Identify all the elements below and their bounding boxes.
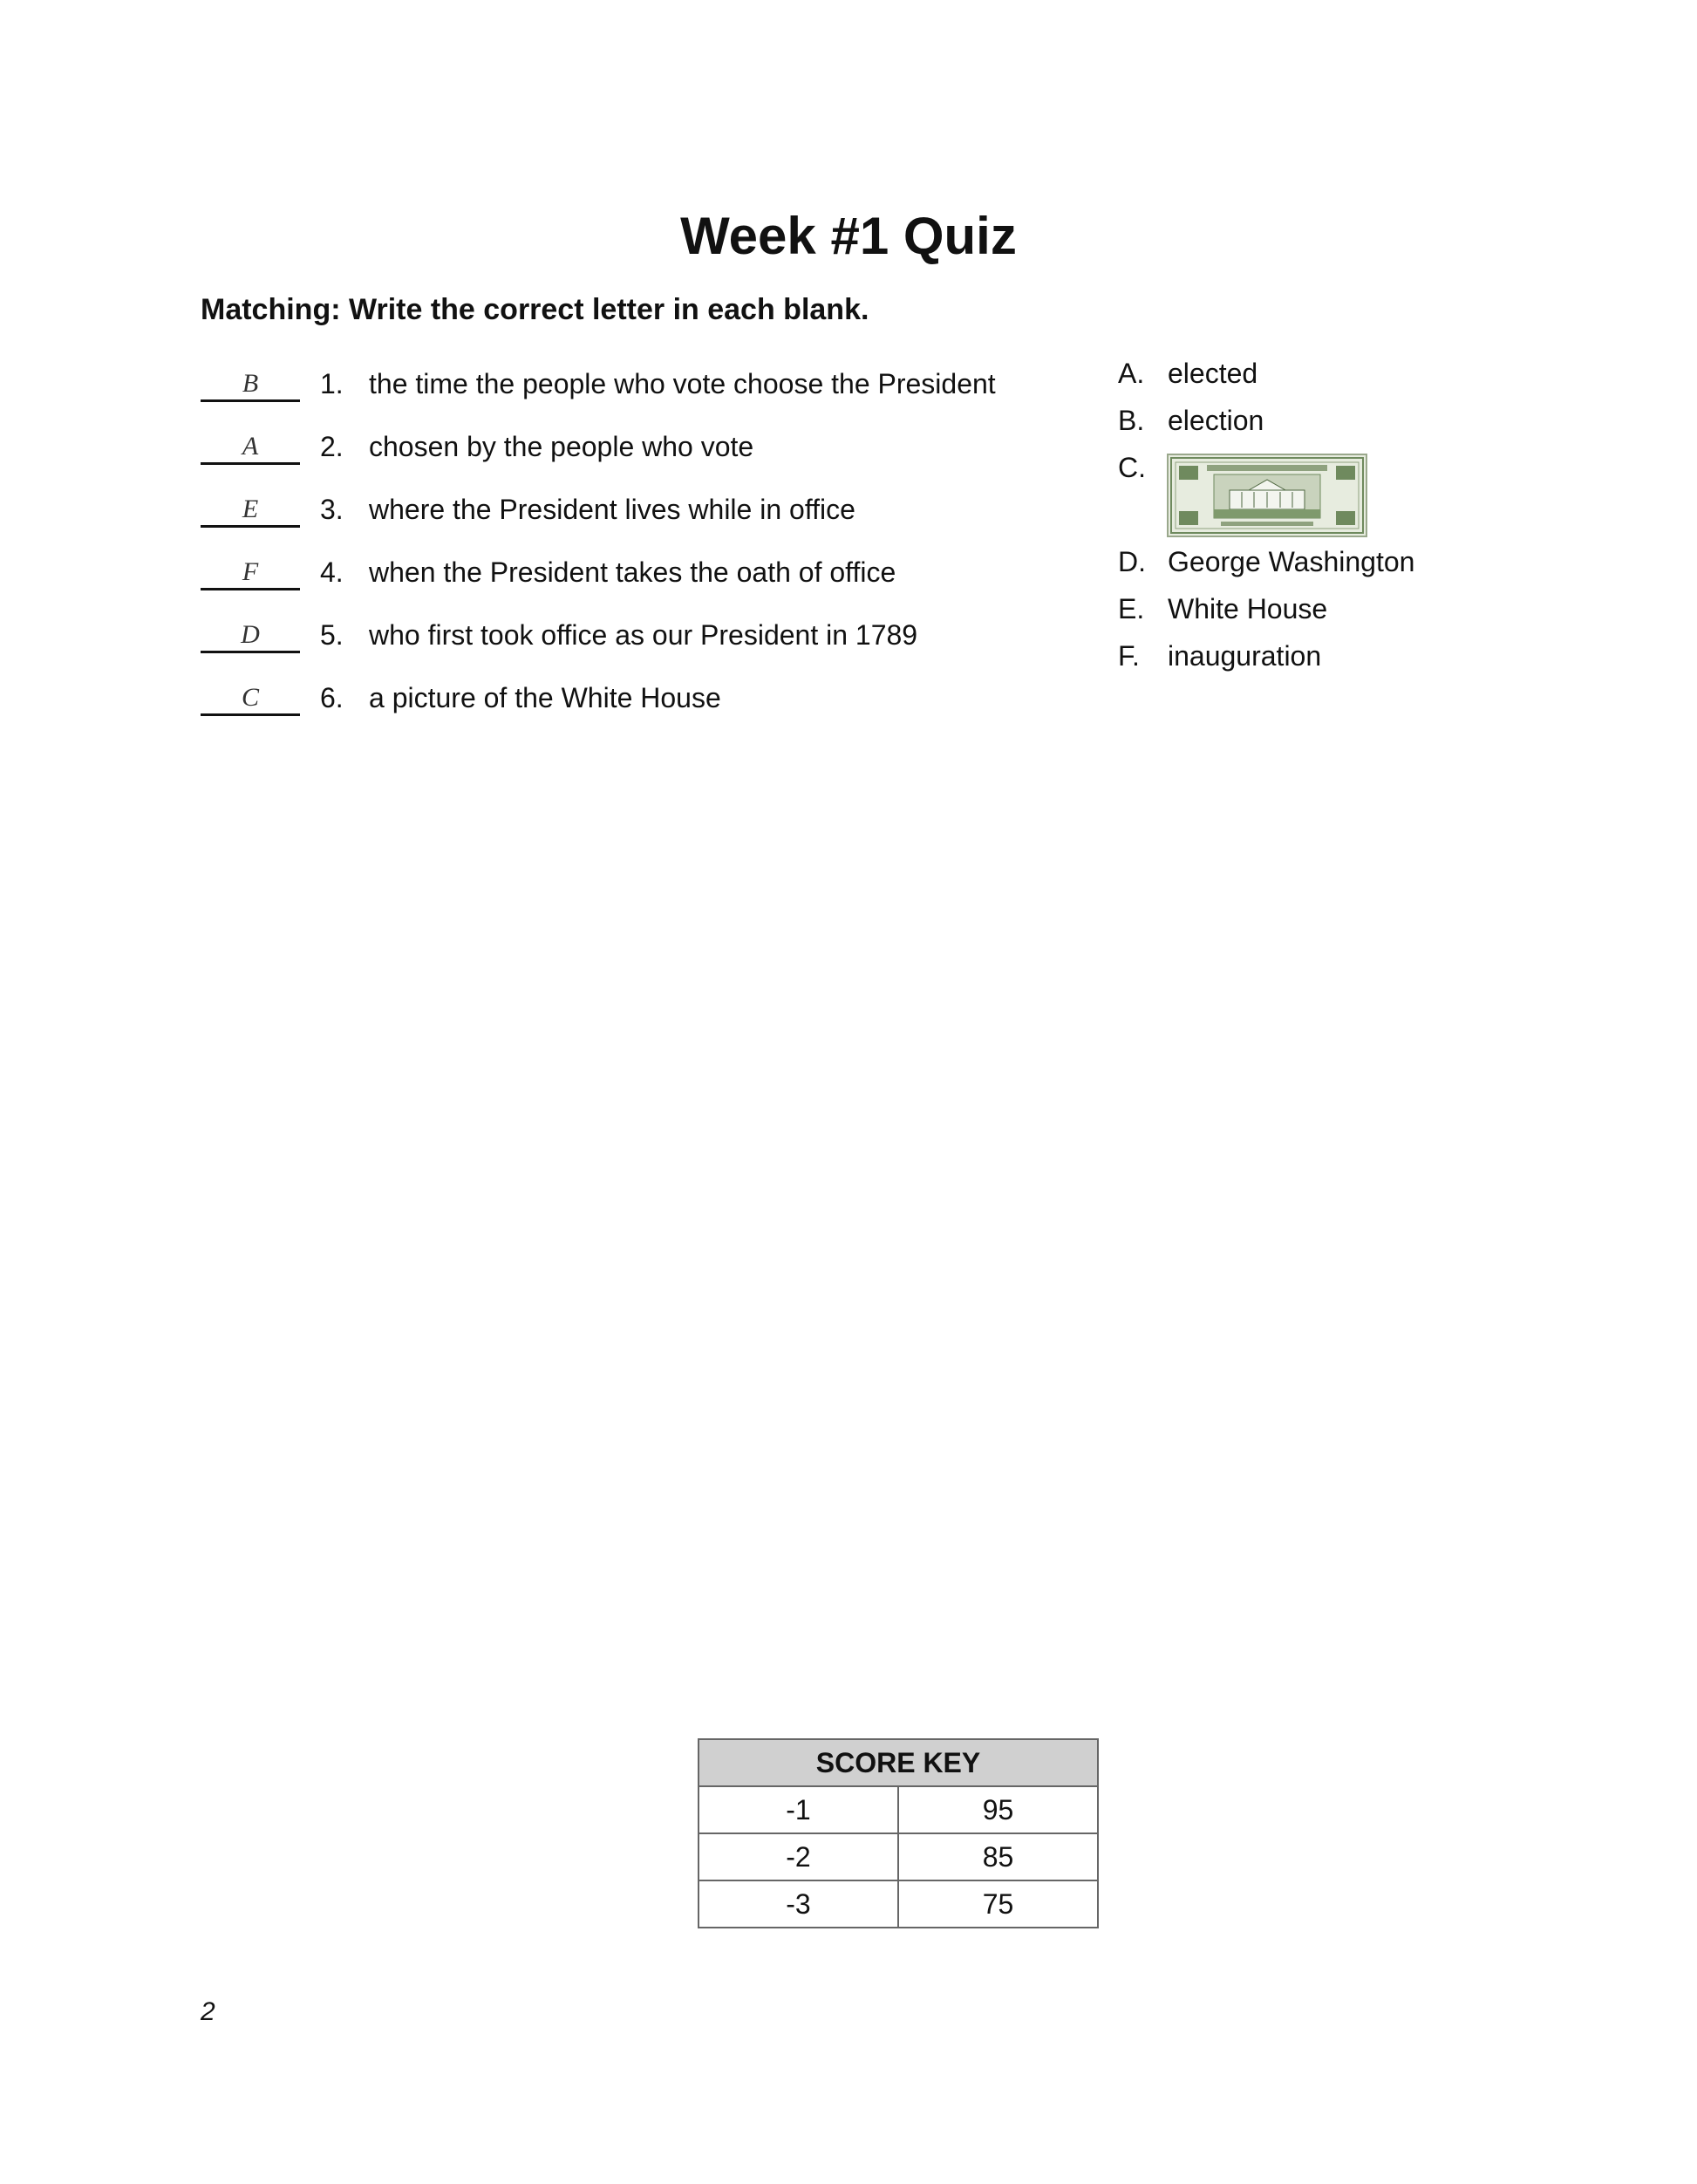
score-key-table — [698, 1738, 1099, 1928]
question-text: when the President takes the oath of office — [369, 556, 896, 588]
option-text: election — [1168, 405, 1264, 436]
score-cell: 95 — [898, 1786, 1098, 1833]
twenty-dollar-bill-image — [1167, 454, 1367, 537]
page-title: Week #1 Quiz — [680, 207, 1017, 265]
answer-blank[interactable]: A — [201, 427, 300, 465]
question-4 — [201, 546, 1073, 598]
question-number: 5. — [320, 619, 344, 651]
instructions: Matching: Write the correct letter in each blank. — [201, 293, 869, 326]
answer-blank[interactable]: B — [201, 365, 300, 402]
question-text: who first took office as our President in 1789 — [369, 619, 918, 651]
answer-blank[interactable]: D — [201, 616, 300, 653]
question-text: where the President lives while in office — [369, 494, 855, 525]
question-3 — [201, 483, 1073, 536]
table-row — [699, 1880, 1098, 1928]
option-letter: D. — [1118, 546, 1146, 577]
option-letter: E. — [1118, 593, 1145, 624]
white-house-bill-icon — [1169, 455, 1366, 536]
question-text: chosen by the people who vote — [369, 431, 754, 462]
question-number: 4. — [320, 556, 344, 588]
missed-cell: -3 — [699, 1880, 898, 1928]
score-cell: 85 — [898, 1833, 1098, 1880]
answer-blank[interactable]: F — [201, 553, 300, 590]
option-text: inauguration — [1168, 640, 1322, 672]
option-f — [1118, 640, 1554, 684]
option-d — [1118, 546, 1554, 590]
question-text: the time the people who vote choose the President — [369, 368, 996, 399]
missed-cell: -1 — [699, 1786, 898, 1833]
question-number: 2. — [320, 431, 344, 462]
option-letter: B. — [1118, 405, 1145, 436]
score-cell: 75 — [898, 1880, 1098, 1928]
score-key-header: SCORE KEY — [699, 1739, 1098, 1786]
option-text: White House — [1168, 593, 1328, 624]
question-6 — [201, 672, 1073, 724]
option-text: George Washington — [1168, 546, 1415, 577]
table-row — [699, 1786, 1098, 1833]
option-a — [1118, 358, 1554, 401]
question-number: 6. — [320, 682, 344, 713]
question-text: a picture of the White House — [369, 682, 721, 713]
question-1 — [201, 358, 1073, 410]
answer-blank[interactable]: C — [201, 679, 300, 716]
option-text: elected — [1168, 358, 1258, 389]
question-number: 1. — [320, 368, 344, 399]
question-5 — [201, 609, 1073, 661]
question-number: 3. — [320, 494, 344, 525]
option-letter: C. — [1118, 452, 1146, 483]
option-e — [1118, 593, 1554, 637]
missed-cell: -2 — [699, 1833, 898, 1880]
option-letter: A. — [1118, 358, 1145, 389]
option-letter: F. — [1118, 640, 1140, 672]
option-b — [1118, 405, 1554, 448]
table-row — [699, 1833, 1098, 1880]
answer-blank[interactable]: E — [201, 490, 300, 528]
page-number: 2 — [201, 1997, 215, 2026]
question-2 — [201, 420, 1073, 473]
